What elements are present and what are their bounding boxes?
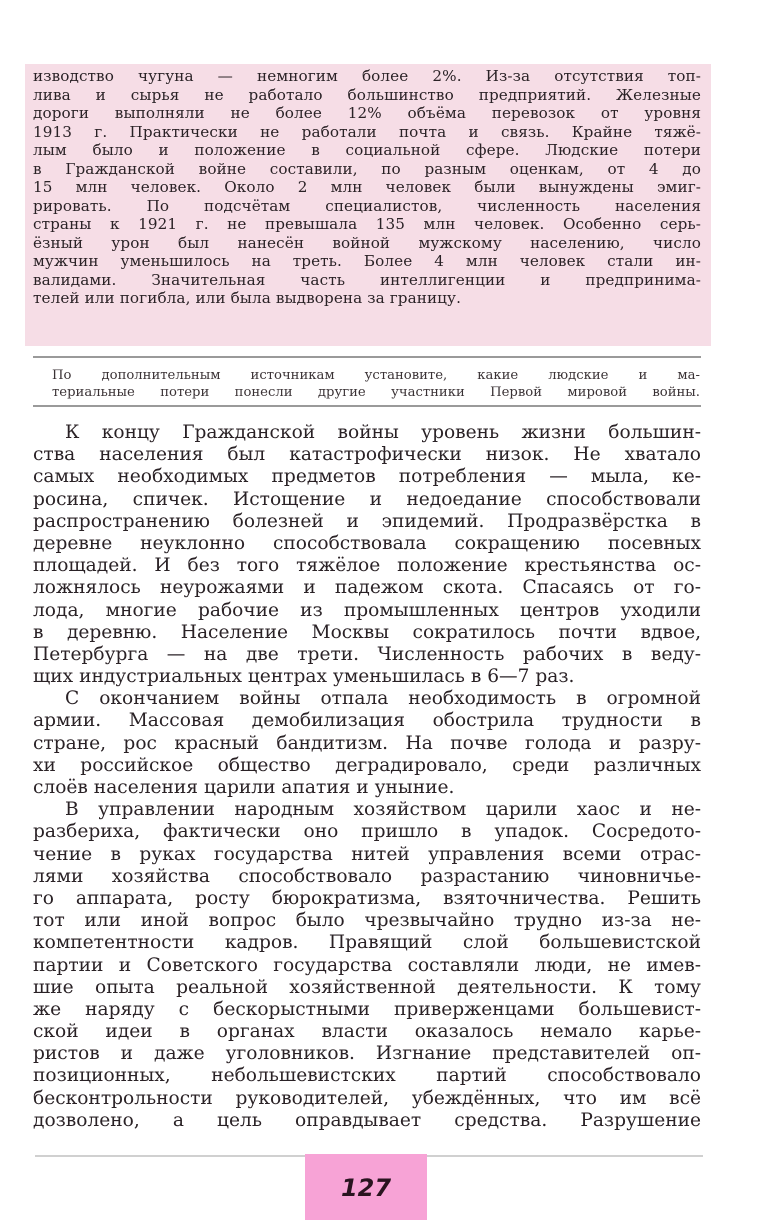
- text-line: 1913 г. Практически не работали почта и связь. Крайне тяжё-: [33, 122, 701, 141]
- text-line: тот или иной вопрос было чрезвычайно трудно из-за не-: [33, 910, 701, 932]
- text-line: страны к 1921 г. не превышала 135 млн человек. Особенно серь-: [33, 215, 701, 233]
- text-line: лива и сырья не работало большинство предприятий. Железные: [33, 85, 701, 104]
- text-line: в деревню. Население Москвы сократилось почти вдвое,: [33, 621, 701, 643]
- text-line: бесконтрольности руководителей, убеждённых, что им всё: [33, 1087, 701, 1109]
- text-line: позиционных, небольшевистских партий способствовало: [33, 1065, 701, 1087]
- text-line: распространению болезней и эпидемий. Продразвёрстка в: [33, 510, 701, 532]
- divider-top: [33, 356, 701, 358]
- text-line: щих индустриальных центрах уменьшилась в 6—7 раз.: [33, 666, 575, 688]
- text-line: телей или погибла, или была выдворена за границу.: [33, 289, 461, 307]
- text-line: армии. Массовая демобилизация обострила трудности в: [33, 710, 701, 732]
- task-note: [52, 367, 700, 401]
- text-line: шие опыта реальной хозяйственной деятельности. К тому: [33, 976, 701, 998]
- text-line: лым было и положение в социальной сфере. Людские потери: [33, 141, 701, 159]
- text-line: лода, многие рабочие из промышленных центров уходили: [33, 599, 701, 621]
- text-line: изводство чугуна — немногим более 2%. Из-за отсутствия топ-: [33, 67, 701, 85]
- text-line: С окончанием войны отпала необходимость в огромной: [65, 688, 701, 710]
- text-line: ства населения был катастрофически низок. Не хватало: [33, 444, 701, 466]
- text-line: слоёв населения царили апатия и уныние.: [33, 777, 455, 798]
- text-line: К концу Гражданской войны уровень жизни большин-: [65, 422, 701, 443]
- text-line: чение в руках государства нитей управления всеми отрас-: [33, 843, 701, 865]
- text-line: партии и Советского государства составляли люди, не имев-: [33, 954, 701, 976]
- main-text: [33, 422, 701, 1132]
- divider-bottom: [33, 405, 701, 407]
- text-line: мужчин уменьшилось на треть. Более 4 млн человек стали ин-: [33, 252, 701, 270]
- text-line: валидами. Значительная часть интеллигенции и предпринима-: [33, 270, 701, 289]
- text-line: самых необходимых предметов потребления — мыла, ке-: [33, 466, 701, 488]
- text-line: площадей. И без того тяжёлое положение крестьянства ос-: [33, 555, 701, 577]
- text-line: Петербурга — на две трети. Численность рабочих в веду-: [33, 643, 701, 665]
- text-line: го аппарата, росту бюрократизма, взяточничества. Решить: [33, 887, 701, 909]
- text-line: ёзный урон был нанесён войной мужскому населению, число: [33, 233, 701, 252]
- text-line: компетентности кадров. Правящий слой большевистской: [33, 932, 701, 954]
- text-line: териальные потери понесли другие участники Первой мировой войны.: [52, 385, 700, 400]
- text-line: ложнялось неурожаями и падежом скота. Спасаясь от го-: [33, 577, 701, 599]
- text-line: росина, спичек. Истощение и недоедание способствовали: [33, 488, 701, 510]
- text-line: деревне неуклонно способствовала сокращению посевных: [33, 532, 701, 554]
- page-number: 127: [340, 1174, 392, 1202]
- text-line: рировать. По подсчётам специалистов, численность населения: [33, 196, 701, 215]
- text-line: разбериха, фактически оно пришло в упадок. Сосредото-: [33, 821, 701, 843]
- text-line: ской идеи в органах власти оказалось немало карье-: [33, 1021, 701, 1043]
- text-line: ристов и даже уголовников. Изгнание представителей оп-: [33, 1043, 701, 1065]
- text-line: дороги выполняли не более 12% объёма перевозок от уровня: [33, 104, 701, 122]
- text-line: в Гражданской войне составили, по разным оценкам, от 4 до: [33, 159, 701, 178]
- text-line: 15 млн человек. Около 2 млн человек были вынуждены эмиг-: [33, 178, 701, 196]
- text-line: дозволено, а цель оправдывает средства. Разрушение: [33, 1109, 701, 1131]
- text-line: хи российское общество деградировало, среди различных: [33, 754, 701, 776]
- text-line: же наряду с бескорыстными приверженцами большевист-: [33, 998, 701, 1020]
- text-line: стране, рос красный бандитизм. На почве голода и разру-: [33, 732, 701, 754]
- text-line: По дополнительным источникам установите, какие людские и ма-: [52, 368, 700, 383]
- text-line: лями хозяйства способствовало разрастанию чиновничье-: [33, 865, 701, 887]
- text-line: В управлении народным хозяйством царили хаос и не-: [65, 799, 701, 821]
- highlighted-paragraph: [33, 67, 701, 308]
